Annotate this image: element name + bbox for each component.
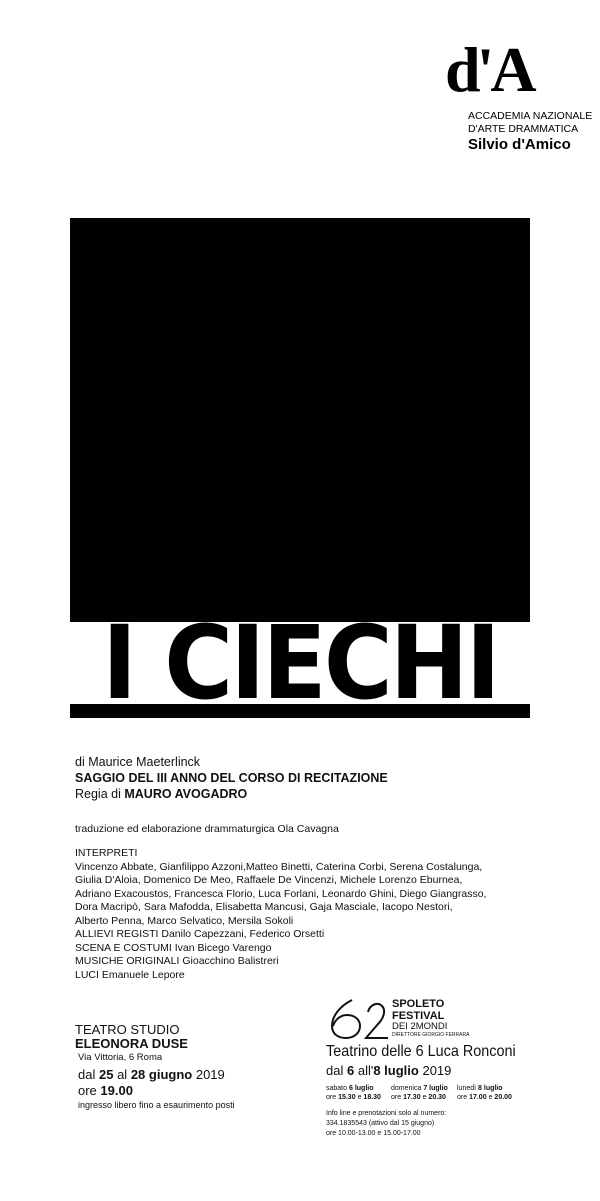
year-text: 2019 xyxy=(422,1063,452,1078)
schedule-time-2: 20.30 xyxy=(428,1094,446,1101)
schedule-date: 8 luglio xyxy=(478,1085,503,1092)
cast-line: Giulia D'Aloia, Domenico De Meo, Raffaele De Vincenzi, Michele Lorenzo Eburnea, xyxy=(75,874,463,886)
schedule-day: lunedì xyxy=(457,1085,477,1092)
festival-name xyxy=(392,998,444,1022)
logo-line-3: Silvio d'Amico xyxy=(468,136,571,153)
translation-credit: traduzione ed elaborazione drammaturgica Ola Cavagna xyxy=(75,823,339,835)
logo-line-1: ACCADEMIA NAZIONALE xyxy=(468,110,593,122)
crew-line: ALLIEVI REGISTI Danilo Capezzani, Federico Orsetti xyxy=(75,928,325,940)
crew-line: MUSICHE ORIGINALI Gioacchino Balistreri xyxy=(75,955,279,967)
saggio-line: SAGGIO DEL III ANNO DEL CORSO DI RECITAZIONE xyxy=(75,771,388,785)
academy-logo-mark: d'A xyxy=(445,34,533,105)
poster-title: I CIECHI xyxy=(102,604,498,723)
year-text: 2019 xyxy=(195,1067,225,1082)
schedule-time-2: 18.30 xyxy=(363,1094,381,1101)
end-date: 28 giugno xyxy=(130,1067,193,1082)
schedule-time-1: 15.30 xyxy=(338,1094,356,1101)
schedule-time-1: 17.00 xyxy=(469,1094,487,1101)
schedule-time-1: 17.30 xyxy=(403,1094,421,1101)
venue-address: Via Vittoria, 6 Roma xyxy=(78,1052,163,1063)
venue-name-line-1: TEATRO STUDIO xyxy=(75,1022,180,1037)
crew-list xyxy=(75,928,324,982)
festival-subtitle: DEI 2MONDI xyxy=(392,1021,448,1032)
cast-heading: INTERPRETI xyxy=(75,847,138,859)
schedule-day: sabato xyxy=(326,1085,348,1092)
booking-info xyxy=(326,1109,446,1139)
schedule-date: 7 luglio xyxy=(423,1085,448,1092)
festival-name-2: FESTIVAL xyxy=(392,1010,445,1022)
schedule-time-2: 20.00 xyxy=(494,1094,512,1101)
schedule-item xyxy=(326,1084,381,1102)
spoleto-dates xyxy=(326,1063,451,1079)
author-line: di Maurice Maeterlinck xyxy=(75,755,201,769)
crew-line: LUCI Emanuele Lepore xyxy=(75,968,185,981)
cast-line: Alberto Penna, Marco Selvatico, Mersila Sokoli xyxy=(75,914,294,927)
e-text: e xyxy=(488,1094,493,1101)
logo-line-2: D'ARTE DRAMMATICA xyxy=(468,123,579,135)
info-line: 334.1835543 (attivo dal 15 giugno) xyxy=(326,1120,435,1127)
schedule-date: 6 luglio xyxy=(348,1085,374,1092)
dal-text: dal xyxy=(326,1063,344,1078)
end-date: 8 luglio xyxy=(373,1063,419,1078)
start-day: 25 xyxy=(98,1067,114,1082)
ore-text: ore xyxy=(457,1094,468,1101)
info-line: ore 10.00-13.00 e 15.00-17.00 xyxy=(326,1130,421,1137)
cast-line: Dora Macripò, Sara Mafodda, Elisabetta Mancusi, Gaja Masciale, Iacopo Nestori, xyxy=(75,901,453,913)
regia-line xyxy=(75,786,247,802)
cast-line: Adriano Exacoustos, Francesca Florio, Luca Forlani, Leonardo Ghini, Diego Giangrasso, xyxy=(75,887,487,900)
ore-text: ore xyxy=(326,1094,337,1101)
cast-line: Vincenzo Abbate, Gianfilippo Azzoni,Matteo Binetti, Caterina Corbi, Serena Costalunga, xyxy=(75,860,483,873)
festival-name-1: SPOLETO xyxy=(392,998,445,1010)
e-text: e xyxy=(422,1094,427,1101)
start-day: 6 xyxy=(346,1063,355,1078)
academy-logo-text xyxy=(468,110,592,154)
ore-text: ore xyxy=(78,1083,97,1098)
rome-time xyxy=(78,1082,133,1099)
festival-director: DIRETTORE GIORGIO FERRARA xyxy=(392,1032,470,1038)
entry-note: ingresso libero fino a esaurimento posti xyxy=(78,1100,235,1110)
schedule-item xyxy=(457,1084,512,1102)
regia-prefix: Regia di xyxy=(75,787,121,801)
ore-text: ore xyxy=(391,1094,402,1101)
venue-name-line-2: ELEONORA DUSE xyxy=(75,1036,188,1051)
show-time: 19.00 xyxy=(100,1083,133,1098)
schedule-item xyxy=(391,1084,448,1102)
regia-name: MAURO AVOGADRO xyxy=(124,787,248,801)
schedule-day: domenica xyxy=(391,1085,422,1092)
crew-line: SCENA E COSTUMI Ivan Bicego Varengo xyxy=(75,941,272,954)
rome-dates xyxy=(78,1066,225,1083)
dal-text: dal xyxy=(78,1067,96,1082)
cast-list xyxy=(75,847,515,928)
e-text: e xyxy=(357,1094,362,1101)
al-text: al xyxy=(117,1067,128,1082)
al-text: all' xyxy=(357,1063,374,1078)
info-line: Info line e prenotazioni solo al numero: xyxy=(326,1110,447,1117)
festival-venue: Teatrino delle 6 Luca Ronconi xyxy=(326,1043,516,1060)
